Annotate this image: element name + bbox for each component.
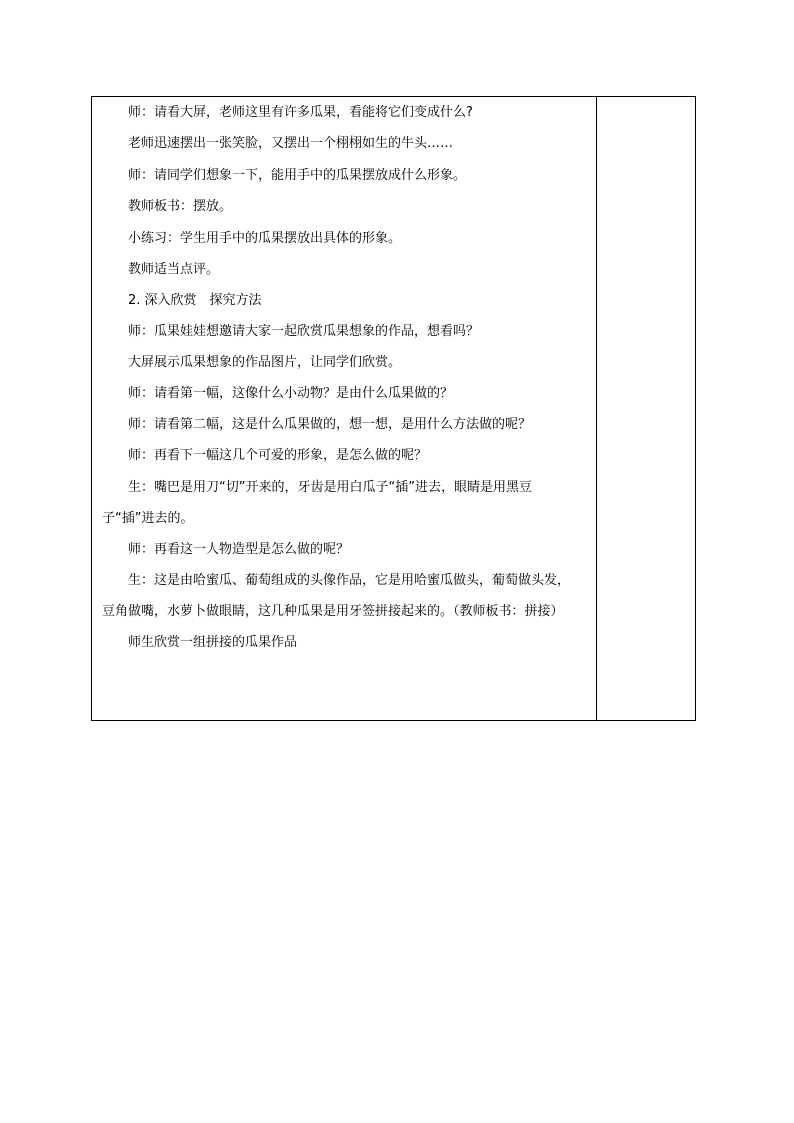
text-line: 教师适当点评。 (128, 262, 220, 277)
text-line: 师：请看第二幅，这是什么瓜果做的，想一想，是用什么方法做的呢？ (128, 417, 532, 432)
text-line: 师：请同学们想象一下，能用手中的瓜果摆放成什么形象。 (128, 168, 467, 183)
text-line: 老师迅速摆出一张笑脸，又摆出一个栩栩如生的牛头…… (128, 136, 454, 151)
section-heading: 2. 深入欣赏 探究方法 (128, 293, 262, 308)
lesson-table (91, 96, 696, 721)
text-line: 师：请看大屏，老师这里有许多瓜果，看能将它们变成什么? (128, 105, 473, 120)
text-line-continuation: 豆角做嘴，水萝卜做眼睛，这几种瓜果是用牙签拼接起来的。（教师板书：拼接） (102, 604, 564, 619)
text-line: 师：再看下一幅这几个可爱的形象，是怎么做的呢？ (128, 448, 428, 463)
text-line: 师生欣赏一组拼接的瓜果作品 (128, 635, 298, 650)
text-line-continuation: 子“插”进去的。 (102, 511, 194, 526)
column-divider (596, 97, 597, 720)
text-line: 师：再看这一人物造型是怎么做的呢？ (128, 542, 350, 557)
text-line: 大屏展示瓜果想象的作品图片，让同学们欣赏。 (128, 355, 402, 370)
text-line: 教师板书：摆放。 (128, 199, 233, 214)
text-line: 小练习：学生用手中的瓜果摆放出具体的形象。 (128, 231, 402, 246)
text-line: 师：瓜果娃娃想邀请大家一起欣赏瓜果想象的作品，想看吗？ (128, 324, 480, 339)
text-line: 生：嘴巴是用刀“切”开来的，牙齿是用白瓜子“插”进去，眼睛是用黑豆 (128, 480, 532, 495)
text-line: 生：这是由哈蜜瓜、葡萄组成的头像作品，它是用哈蜜瓜做头，葡萄做头发， (128, 573, 571, 588)
text-line: 师：请看第一幅，这像什么小动物？是由什么瓜果做的？ (128, 386, 454, 401)
